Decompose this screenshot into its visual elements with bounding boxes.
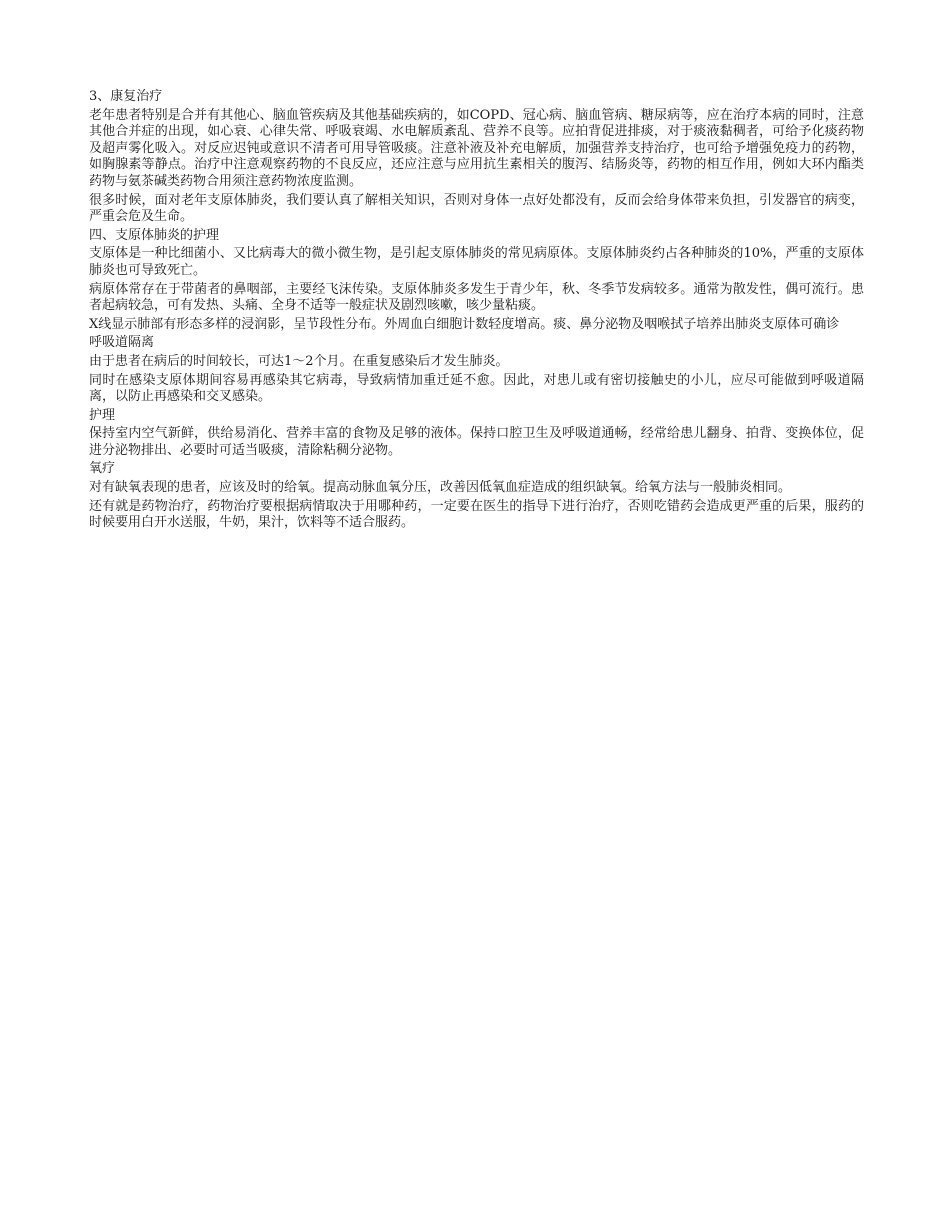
- paragraph-medication: 还有就是药物治疗，药物治疗要根据病情取决于用哪种药，一定要在医生的指导下进行治疗，否则吃错药会造成更严重的后果，服药的时候要用白开水送服，牛奶，果汁，饮料等不适合服药。: [89, 498, 864, 531]
- subheading-isolation: 呼吸道隔离: [89, 335, 155, 351]
- paragraph-care: 保持室内空气新鲜，供给易消化、营养丰富的食物及足够的液体。保持口腔卫生及呼吸道通畅，经常给患儿翻身、拍背、变换体位，促进分泌物排出、必要时可适当吸痰，清除粘稠分泌物。: [89, 426, 864, 458]
- paragraph-elderly-treatment: 老年患者特别是合并有其他心、脑血管疾病及其他基础疾病的，如COPD、冠心病、脑血管病、糖尿病等，应在治疗本病的同时，注意其他合并症的出现，如心衰、心律失常、呼吸衰竭、水电解质紊乱、营养不良等。应拍背促进排痰，对于痰液黏稠者，可给予化痰药物及超声雾化吸入。对反应迟钝或意识不清者可用导管吸痰。注意补液及补充电解质，加强营养支持治疗，也可给予增强免疫力的药物，如胸腺素等静点。治疗中注意观察药物的不良反应，还应注意与应用抗生素相关的腹泻、结肠炎等，药物的相互作用，例如大环内酯类药物与氨茶碱类药物合用须注意药物浓度监测。: [89, 107, 864, 189]
- section-heading-rehab: 3、康复治疗: [89, 89, 163, 104]
- paragraph-oxygen: 对有缺氧表现的患者，应该及时的给氧。提高动脉血氧分压，改善因低氧血症造成的组织缺氧。给氧方法与一般肺炎相同。: [89, 480, 792, 496]
- paragraph-xray: X线显示肺部有形态多样的浸润影，呈节段性分布。外周血白细胞计数轻度增高。痰、鼻分泌物及咽喉拭子培养出肺炎支原体可确诊: [89, 316, 840, 332]
- subheading-care: 护理: [89, 407, 116, 423]
- section-heading-nursing: 四、支原体肺炎的护理: [89, 227, 220, 243]
- subheading-oxygen: 氧疗: [89, 461, 116, 477]
- paragraph-mycoplasma-intro: 支原体是一种比细菌小、又比病毒大的微小微生物，是引起支原体肺炎的常见病原体。支原体肺炎约占各种肺炎的10%，严重的支原体肺炎也可导致死亡。: [89, 246, 864, 278]
- paragraph-isolation-duration: 由于患者在病后的时间较长，可达1～2个月。在重复感染后才发生肺炎。: [89, 353, 509, 369]
- paragraph-transmission: 病原体常存在于带菌者的鼻咽部，主要经飞沫传染。支原体肺炎多发生于青少年，秋、冬季节发病较多。通常为散发性，偶可流行。患者起病较急，可有发热、头痛、全身不适等一般症状及剧烈咳嗽，咳少量粘痰。: [89, 281, 864, 314]
- document-page: [89, 89, 864, 534]
- paragraph-elderly-warning: 很多时候，面对老年支原体肺炎，我们要认真了解相关知识，否则对身体一点好处都没有，反而会给身体带来负担，引发器官的病变，严重会危及生命。: [89, 192, 864, 225]
- paragraph-isolation-measures: 同时在感染支原体期间容易再感染其它病毒，导致病情加重迁延不愈。因此，对患儿或有密切接触史的小儿，应尽可能做到呼吸道隔离，以防止再感染和交叉感染。: [89, 372, 864, 405]
